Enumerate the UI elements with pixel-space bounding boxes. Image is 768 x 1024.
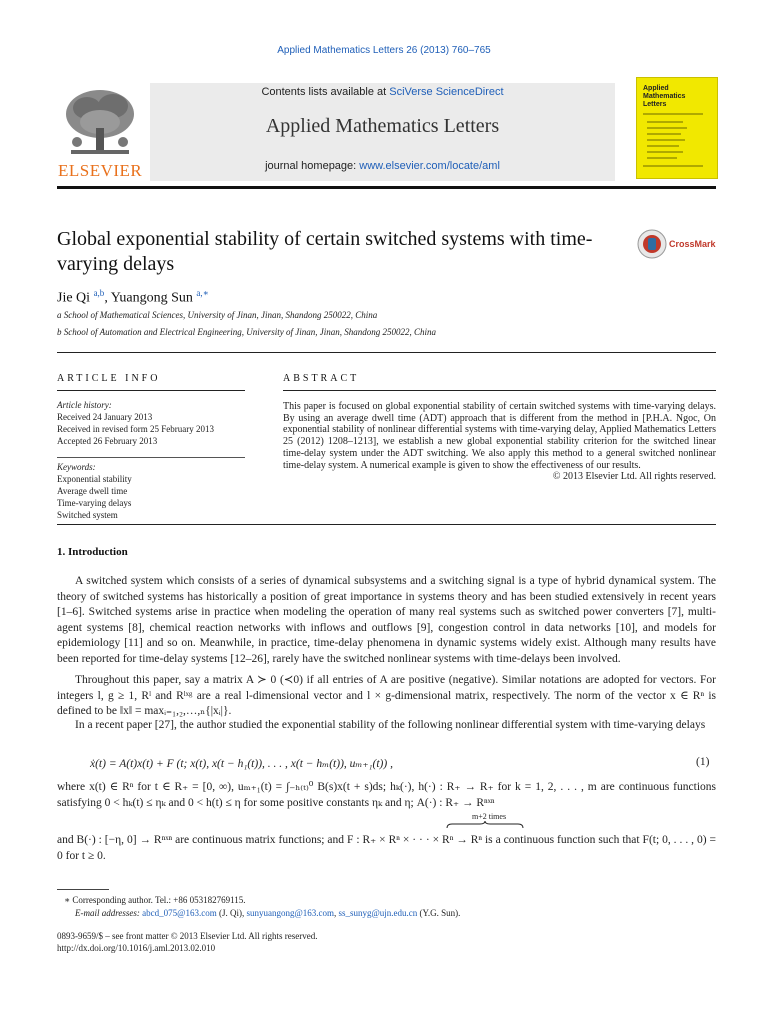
email-link[interactable]: ss_sunyg@ujn.edu.cn [338,908,418,918]
doi-link[interactable]: http://dx.doi.org/10.1016/j.aml.2013.02.010 [57,943,216,953]
history-item: Received 24 January 2013 [57,412,153,422]
author-list [57,288,209,307]
affiliation: a School of Mathematical Sciences, University of Jinan, Jinan, Shandong 250022, China [57,310,378,320]
email-owner: (J. Qi), [216,908,247,918]
keywords-label: Keywords: [57,462,96,472]
history-item: Received in revised form 25 February 2013 [57,424,214,434]
paper-title: Global exponential stability of certain switched systems with time-varying delays [57,228,593,275]
homepage-line [150,160,615,172]
email-link[interactable]: abcd_075@163.com [142,908,217,918]
keyword: Exponential stability [57,474,132,484]
overbrace-label: m+2 times [472,812,507,821]
keyword: Switched system [57,510,118,520]
contents-line [150,86,615,98]
homepage-prefix: journal homepage: [265,160,360,172]
article-info-heading: ARTICLE INFO [57,373,161,384]
paragraph: and B(·) : [−η, 0] → Rⁿˣⁿ are continuous matrix functions; and F : R₊ × Rⁿ × · · · × Rⁿ → Rⁿ is a continuous function such that F(t; 0, . . . , 0) = 0 for t ≥ 0. [57,834,716,862]
affiliation: b School of Automation and Electrical Engineering, University of Jinan, Jinan, Shandong 250022, China [57,327,437,337]
issn-line: 0893-9659/$ – see front matter © 2013 Elsevier Ltd. All rights reserved. [57,931,318,941]
email-separator: , [333,908,339,918]
divider [57,352,716,353]
abstract-body [283,401,716,483]
sciencedirect-link[interactable]: SciVerse ScienceDirect [389,86,504,98]
journal-title: Applied Mathematics Letters [265,115,500,137]
keyword: Time-varying delays [57,498,132,508]
contents-prefix: Contents lists available at [261,86,390,98]
divider [57,457,245,458]
equation: ẋ(t) = A(t)x(t) + F (t; x(t), x(t − h₁(t)), . . . , x(t − hₘ(t)), uₘ₊₁(t)) , [90,758,393,770]
author-affil-mark[interactable]: a,∗ [196,288,209,298]
equation-number: (1) [696,756,710,768]
cover-title: Applied Mathematics Letters [643,85,686,108]
top-citation[interactable]: Applied Mathematics Letters 26 (2013) 760–765 [277,45,491,56]
paragraph: Throughout this paper, say a matrix A ≻ 0 (≺0) if all entries of A are positive (negative). Similar notations are adopted for vectors. For integers l, g ≥ 1, Rˡ and Rˡˣᵍ are a real l-dimensional vector and l × g-dimensional matrix, respectively. The norm of the vector x ∈ Rⁿ is defined to be ‖x‖ = maxᵢ₌₁,₂,…,ₙ{|xᵢ|}. [57,674,716,717]
email-link[interactable]: sunyuangong@163.com [246,908,334,918]
abstract-text: This paper is focused on global exponential stability of certain switched systems with time-varying delays. By using an average dwell time (ADT) approach that is different from the method in [P.H.A. Ngoc, On exponential stability of nonlinear differential systems with time-varying delay, Applied Mathematics Letters 25 (2012) 1208–1213], we establish a new global exponential stability criterion for the switched linear time-delay system under the ADT switching. We also apply this method to a general switched nonlinear time-delay system. A numerical example is given to show the effectiveness of our results. [283,401,716,471]
paragraph: where x(t) ∈ Rⁿ for t ∈ R₊ = [0, ∞), uₘ₊₁(t) = ∫₋ₕ₍ₜ₎⁰ B(s)x(t + s)ds; hₖ(·), h(·) : R₊ → R₊ for k = 1, 2, . . . , m are continuous functions satisfying 0 < hₖ(t) ≤ ηₖ and 0 < h(t) ≤ η for some positive constants ηₖ and η; A(·) : R₊ → Rⁿˣⁿ [57,781,716,809]
email-label: E-mail addresses: [75,908,143,918]
header-rule [57,186,716,189]
crossmark-label[interactable]: CrossMark [669,239,716,249]
homepage-link[interactable]: www.elsevier.com/locate/aml [359,160,500,172]
author-name: Yuangong Sun [110,290,193,306]
keyword: Average dwell time [57,486,128,496]
email-footnote [75,908,460,918]
section-heading: 1. Introduction [57,546,128,558]
article-history [57,399,247,447]
corresponding-footnote: ∗ Corresponding author. Tel.: +86 053182769115. [64,895,246,905]
paragraph: In a recent paper [27], the author studied the exponential stability of the following nonlinear differential system with time-varying delays [75,719,706,731]
footnote-rule [57,889,109,890]
crossmark-icon[interactable] [637,229,667,259]
keywords [57,461,247,521]
elsevier-wordmark: ELSEVIER [58,161,143,180]
paragraph: A switched system which consists of a series of dynamical subsystems and a switching signal is a type of hybrid dynamical system. The theory of switched systems has historically a position of great importance in systems theory and has been studied extensively in recent years [1–6]. Switched systems arise in practice when modeling the operation of many real systems such as switched power converters [7], multi-agent systems [8], chemical reaction networks with inflows and outflows [9], congestion control in data networks [10], and models for epidemiology [11] and so on. Meanwhile, in practice, time-delay phenomena in dynamic systems widely exist. Although many results have been reported for time-delay systems [12–26], rarely have the switched nonlinear systems with time-delays been involved. [57,575,716,665]
author-separator: , [104,290,111,306]
divider [57,524,716,525]
abstract-heading: ABSTRACT [283,373,360,384]
history-item: Accepted 26 February 2013 [57,436,158,446]
history-label: Article history: [57,400,112,410]
divider [57,390,245,391]
author-affil-mark[interactable]: a,b [93,288,105,298]
author-name: Jie Qi [57,290,91,306]
divider [283,390,716,391]
email-owner: (Y.G. Sun). [417,908,461,918]
journal-cover-thumbnail [636,77,718,179]
overbrace [446,821,524,829]
abstract-copyright: © 2013 Elsevier Ltd. All rights reserved. [552,471,716,483]
cover-contents-lines [643,112,711,170]
